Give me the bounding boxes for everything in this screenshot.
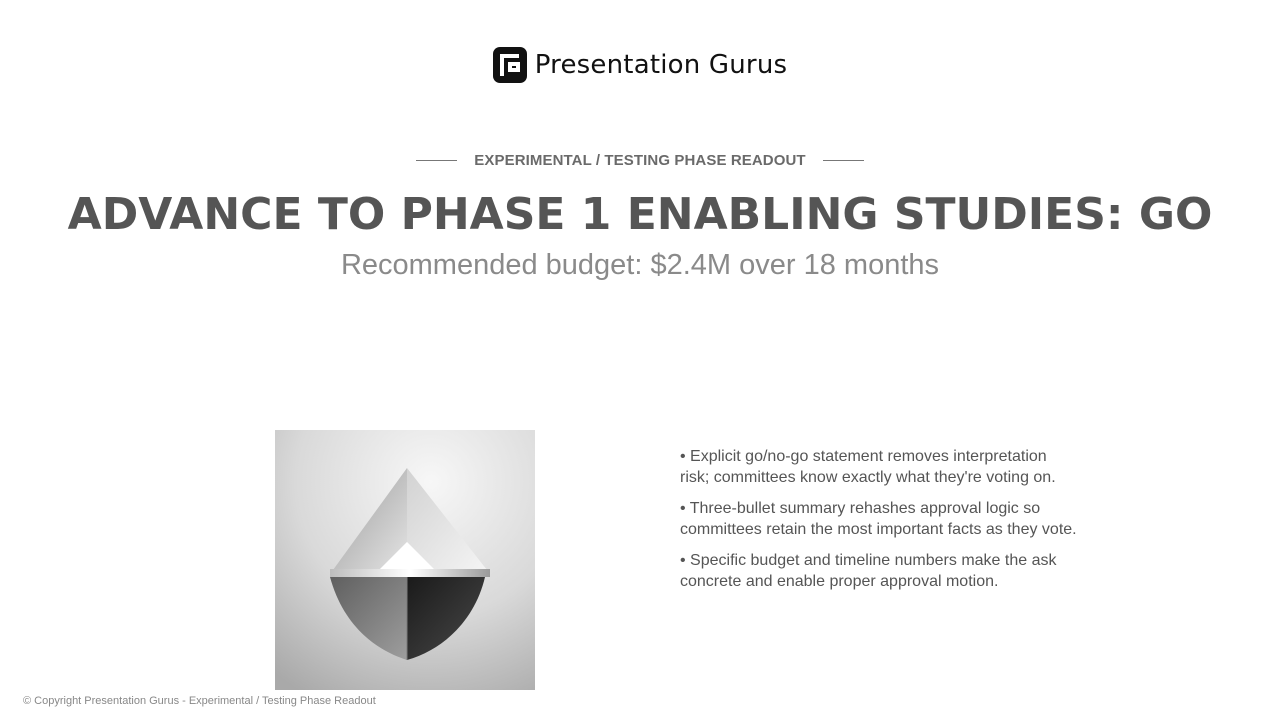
presentation-gurus-logo-icon	[493, 47, 527, 83]
summary-bullet-list	[680, 446, 1080, 602]
kicker-text: EXPERIMENTAL / TESTING PHASE READOUT	[474, 152, 806, 169]
kicker-rule-right	[823, 160, 864, 161]
slide-kicker	[0, 152, 1280, 169]
logo-text: Presentation Gurus	[534, 50, 788, 80]
list-item: • Explicit go/no-go statement removes interpretation risk; committees know exactly what they're voting on.	[680, 448, 1056, 486]
list-item: • Specific budget and timeline numbers make the ask concrete and enable proper approval motion.	[680, 552, 1057, 590]
abstract-geometric-diamond-illustration	[275, 430, 535, 690]
copyright-footer: © Copyright Presentation Gurus - Experimental / Testing Phase Readout	[23, 695, 376, 707]
slide-title: ADVANCE TO PHASE 1 ENABLING STUDIES: GO	[67, 189, 1213, 240]
kicker-rule-left	[416, 160, 457, 161]
list-item: • Three-bullet summary rehashes approval logic so committees retain the most important facts as they vote.	[680, 500, 1077, 538]
brand-logo	[0, 47, 1280, 83]
slide-subtitle: Recommended budget: $2.4M over 18 months	[340, 249, 940, 281]
